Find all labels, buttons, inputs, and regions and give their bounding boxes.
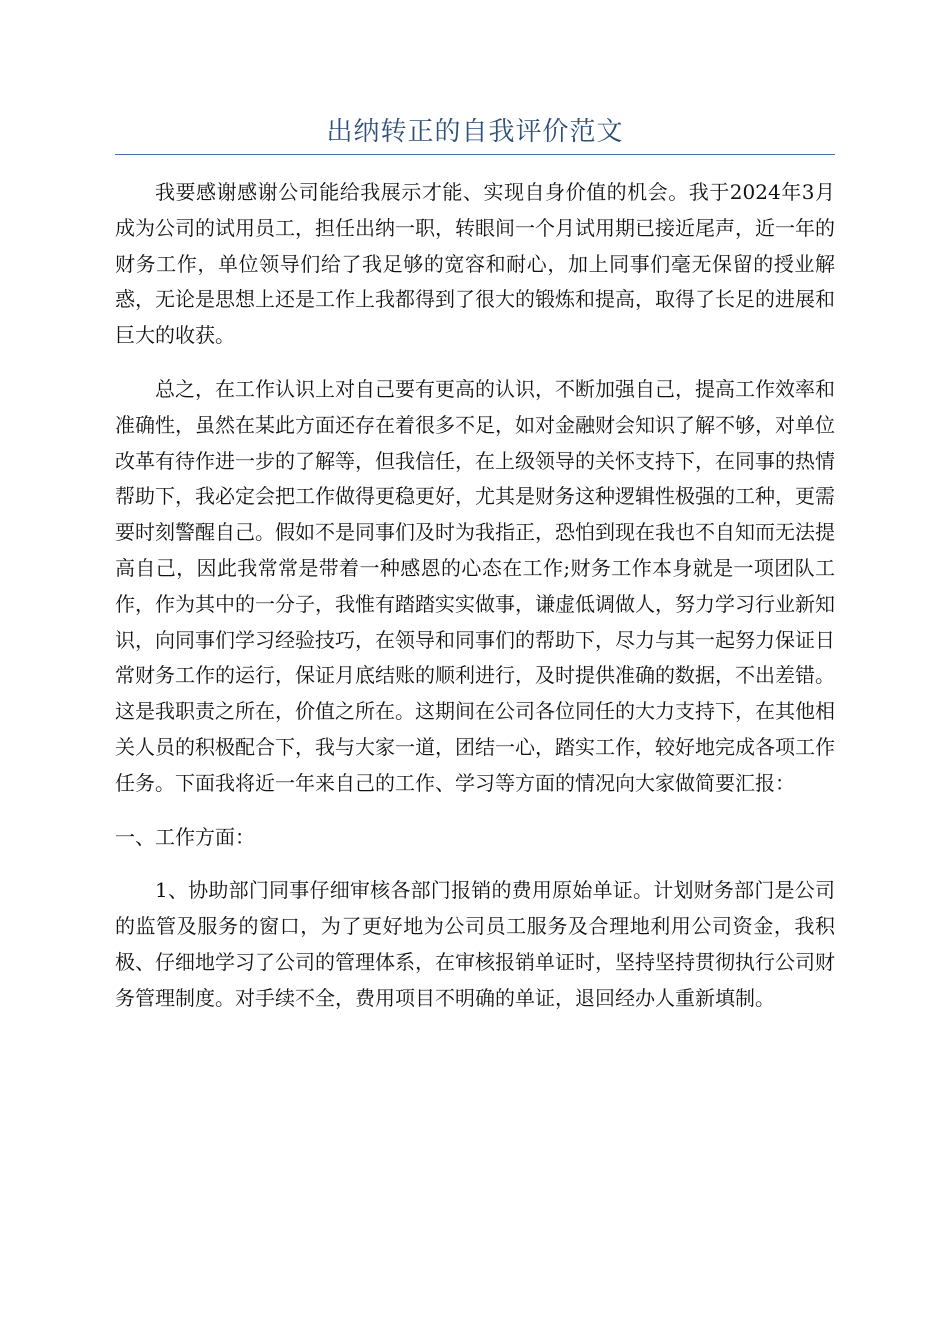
- paragraph-work-item-1: 1、协助部门同事仔细审核各部门报销的费用原始单证。计划财务部门是公司的监管及服务的窗口，为了更好地为公司员工服务及合理地利用公司资金，我积极、仔细地学习了公司的管理体系，在审核报销单证时，坚持坚持贯彻执行公司财务管理制度。对手续不全，费用项目不明确的单证，退回经办人重新填制。: [115, 878, 835, 1010]
- paragraph-summary: 总之，在工作认识上对自己要有更高的认识，不断加强自己，提高工作效率和准确性，虽然在某此方面还存在着很多不足，如对金融财会知识了解不够，对单位改革有待作进一步的了解等，但我信任，在上级领导的关怀支持下，在同事的热情帮助下，我必定会把工作做得更稳更好，尤其是财务这种逻辑性极强的工种，更需要时刻警醒自己。假如不是同事们及时为我指正，恐怕到现在我也不自知而无法提高自己，因此我常常是带着一种感恩的心态在工作;财务工作本身就是一项团队工作，作为其中的一分子，我惟有踏踏实实做事，谦虚低调做人，努力学习行业新知识，向同事们学习经验技巧，在领导和同事们的帮助下，尽力与其一起努力保证日常财务工作的运行，保证月底结账的顺利进行，及时提供准确的数据，不出差错。这是我职责之所在，价值之所在。这期间在公司各位同任的大力支持下，在其他相关人员的积极配合下，我与大家一道，团结一心，踏实工作，较好地完成各项工作任务。下面我将近一年来自己的工作、学习等方面的情况向大家做简要汇报：: [115, 376, 835, 795]
- paragraph-intro: 我要感谢感谢公司能给我展示才能、实现自身价值的机会。我于2024年3月成为公司的试用员工，担任出纳一职，转眼间一个月试用期已接近尾声，近一年的财务工作，单位领导们给了我足够的宽容和耐心，加上同事们毫无保留的授业解惑，无论是思想上还是工作上我都得到了很大的锻炼和提高，取得了长足的进展和巨大的收获。: [115, 180, 835, 348]
- title-underline: [115, 154, 835, 155]
- document-title: 出纳转正的自我评价范文: [326, 117, 624, 147]
- document-body: [115, 175, 835, 1035]
- section-heading-work: 一、工作方面：: [115, 824, 255, 849]
